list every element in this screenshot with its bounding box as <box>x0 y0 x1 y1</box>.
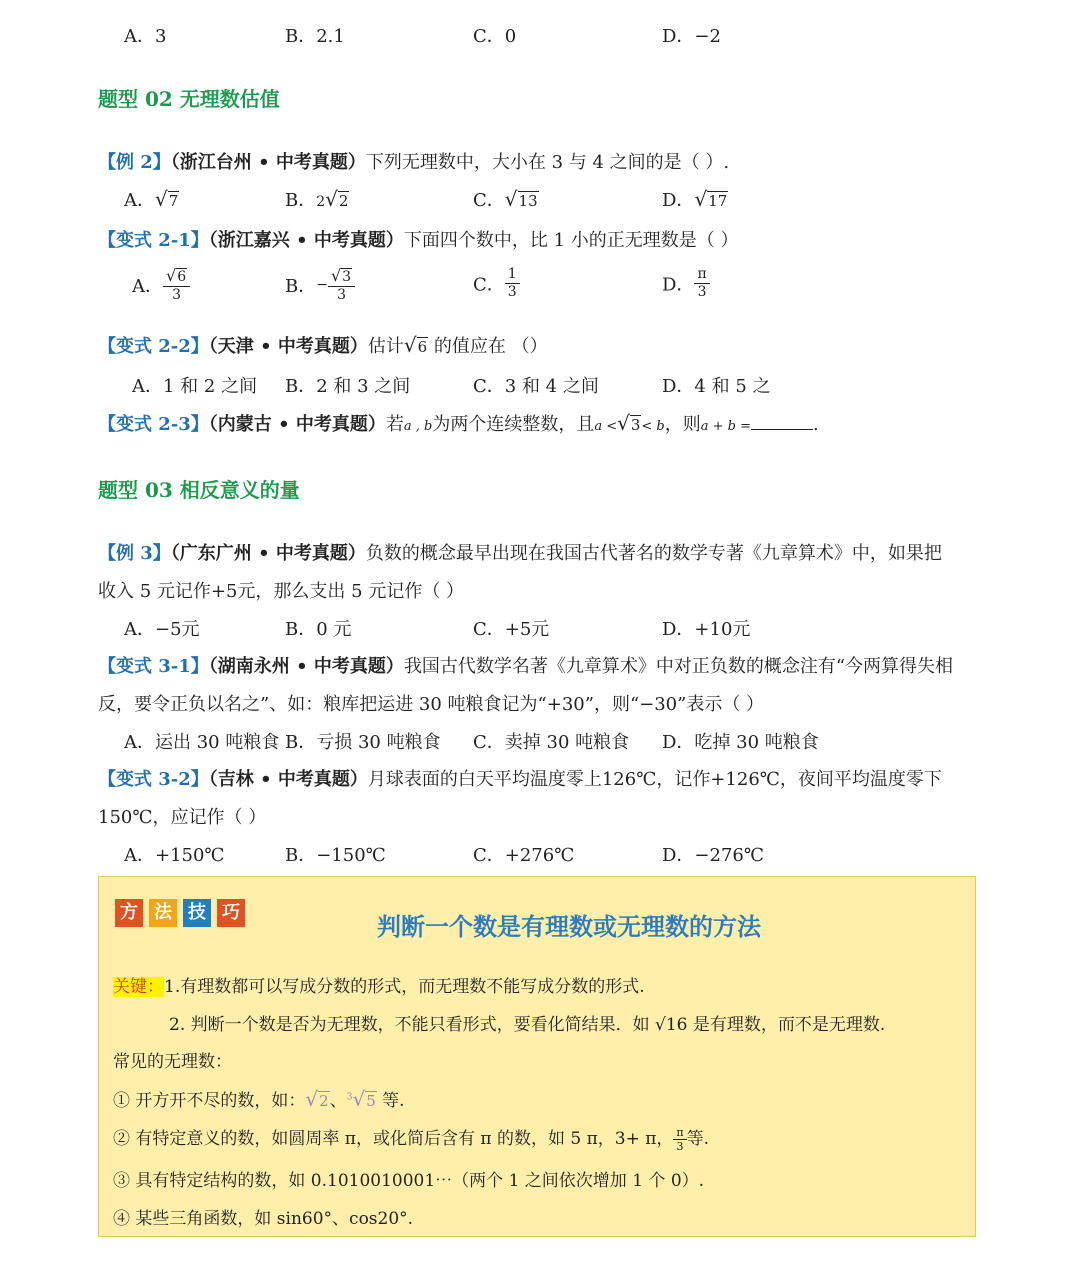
v22-option-b: B．2 和 3 之间 <box>285 376 411 397</box>
v31-option-b: B．亏损 30 吨粮食 <box>285 732 441 753</box>
example-3-cont: 收入 5 元记作+5元，那么支出 5 元记作（ ） <box>98 581 465 602</box>
v32-option-b: B．−150℃ <box>285 845 386 866</box>
ex2-option-a: A．√7 <box>124 187 179 211</box>
v31-option-d: D．吃掉 30 吨粮食 <box>662 732 819 753</box>
section-title-02: 题型 02 无理数估值 <box>98 87 280 111</box>
v22-option-d: D．4 和 5 之 <box>662 376 771 397</box>
section-title-03: 题型 03 相反意义的量 <box>98 478 300 502</box>
tips-box <box>98 876 976 1237</box>
option-c: C．0 <box>473 26 517 47</box>
variant-3-1-cont: 反，要令正负以名之”、如：粮库把运进 30 吨粮食记为“+30”，则“−30”表示（ ） <box>98 694 765 715</box>
tip-item-3: ③ 具有特定结构的数，如 0.1010010001⋯（两个 1 之间依次增加 1 个 0）. <box>113 1171 705 1191</box>
ex3-option-d: D．+10元 <box>662 619 751 640</box>
v32-option-a: A．+150℃ <box>124 845 225 866</box>
ex3-option-c: C．+5元 <box>473 619 550 640</box>
variant-2-3: 【变式 2-3】（内蒙古 • 中考真题）若a , b为两个连续整数，且a <√3< b，则a + b = . <box>98 411 819 435</box>
tip-item-1: ① 开方开不尽的数，如：√2、$^3$√5 等. <box>113 1087 405 1111</box>
key-line-2: 2. 判断一个数是否为无理数，不能只看形式，要看化简结果．如 √16 是有理数，而不是无理数. <box>169 1015 886 1035</box>
v21-option-b: B．− $\frac{√3}{3}$ <box>285 266 355 304</box>
option-a: A．3 <box>124 26 167 47</box>
variant-3-1: 【变式 3-1】（湖南永州 • 中考真题）我国古代数学名著《九章算术》中对正负数的概念注有“今两算得失相 <box>98 656 954 677</box>
source-label: （浙江台州 • 中考真题） <box>170 152 366 173</box>
tip-item-4: ④ 某些三角函数，如 sin60°、cos20°. <box>113 1209 414 1229</box>
badge-qiao: 巧 <box>217 899 245 927</box>
v31-option-a: A．运出 30 吨粮食 <box>124 732 280 753</box>
v21-option-c: C． $\frac{1}{3}$ <box>473 266 520 301</box>
ex3-option-b: B．0 元 <box>285 619 352 640</box>
variant-3-2: 【变式 3-2】（吉林 • 中考真题）月球表面的白天平均温度零上126℃，记作+126℃，夜间平均温度零下 <box>98 769 942 790</box>
common-label: 常见的无理数： <box>113 1052 232 1072</box>
v32-option-d: D．−276℃ <box>662 845 765 866</box>
badge-fa: 法 <box>149 899 177 927</box>
tip-item-2: ② 有特定意义的数，如圆周率 π，或化简后含有 π 的数，如 5 π，3+ π， $\frac{\pi}{3}$ 等. <box>113 1125 710 1153</box>
ex2-option-c: C．√13 <box>473 187 538 211</box>
variant-2-1: 【变式 2-1】（浙江嘉兴 • 中考真题）下面四个数中，比 1 小的正无理数是（ ） <box>98 230 739 251</box>
variant-2-2: 【变式 2-2】（天津 • 中考真题）估计√6 的值应在 （） <box>98 333 548 357</box>
badge-ji: 技 <box>183 899 211 927</box>
example-3: 【例 3】（广东广州 • 中考真题）负数的概念最早出现在我国古代著名的数学专著《九章算术》中，如果把 <box>98 543 942 564</box>
v21-option-a: A． $\frac{√6}{3}$ <box>132 266 190 304</box>
key-line-1: 关键：1.有理数都可以写成分数的形式，而无理数不能写成分数的形式. <box>113 977 645 997</box>
ex3-option-a: A．−5元 <box>124 619 200 640</box>
v22-option-c: C．3 和 4 之间 <box>473 376 599 397</box>
example-2 <box>98 148 729 174</box>
option-d: D．−2 <box>662 26 721 47</box>
option-b: B．2.1 <box>285 26 345 47</box>
v31-option-c: C．卖掉 30 吨粮食 <box>473 732 630 753</box>
v21-option-d: D． $\frac{\pi}{3}$ <box>662 266 710 301</box>
key-label: 关键： <box>113 977 164 997</box>
tips-title: 判断一个数是有理数或无理数的方法 <box>377 912 761 941</box>
question-text: 下列无理数中，大小在 3 与 4 之间的是（ ）. <box>365 152 730 173</box>
ex2-option-b: B．2√2 <box>285 187 349 211</box>
badge-fang: 方 <box>115 899 143 927</box>
example-tag: 【例 2】 <box>98 152 171 173</box>
ex2-option-d: D．√17 <box>662 187 728 211</box>
v22-option-a: A．1 和 2 之间 <box>132 376 258 397</box>
variant-3-2-cont: 150℃，应记作（ ） <box>98 807 267 828</box>
v32-option-c: C．+276℃ <box>473 845 575 866</box>
answer-blank[interactable] <box>751 429 813 430</box>
